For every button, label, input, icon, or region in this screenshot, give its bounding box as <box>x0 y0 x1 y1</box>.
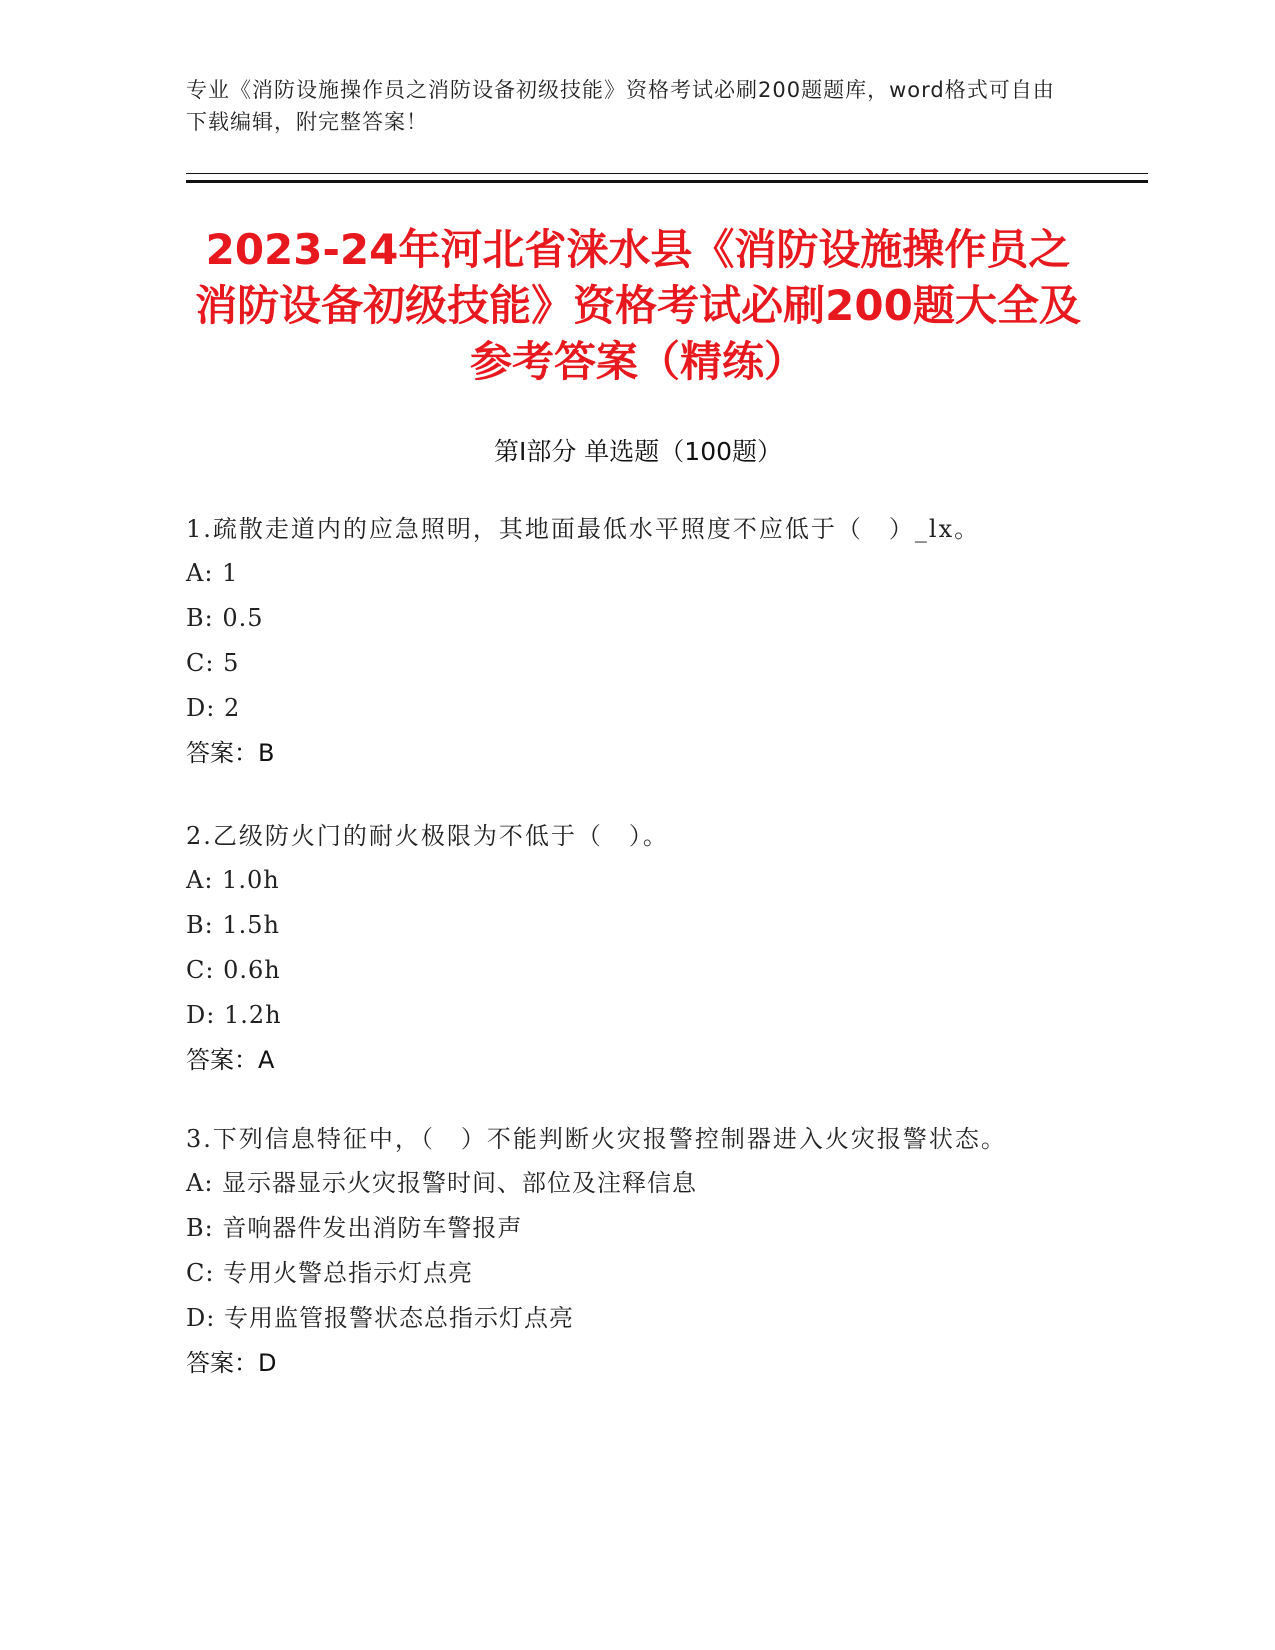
option-c: C: 0.6h <box>186 956 281 984</box>
option-d: D: 2 <box>186 694 241 722</box>
option-b: B: 音响器件发出消防车警报声 <box>186 1214 523 1242</box>
answer: 答案：B <box>186 739 275 767</box>
option-d: D: 专用监管报警状态总指示灯点亮 <box>186 1304 574 1332</box>
option-c: C: 专用火警总指示灯点亮 <box>186 1259 474 1287</box>
option-d: D: 1.2h <box>186 1001 282 1029</box>
question-text: 1.疏散走道内的应急照明，其地面最低水平照度不应低于（ ）_lx。 <box>186 515 981 543</box>
answer: 答案：A <box>186 1046 275 1074</box>
option-a: A: 1.0h <box>186 866 280 894</box>
header-note: 专业《消防设施操作员之消防设备初级技能》资格考试必刷200题题库，word格式可自由下载编辑，附完整答案！ <box>186 78 1055 134</box>
header-divider-thin <box>186 173 1148 174</box>
option-b: B: 1.5h <box>186 911 280 939</box>
question-text: 3.下列信息特征中，（ ）不能判断火灾报警控制器进入火灾报警状态。 <box>186 1125 1007 1153</box>
option-a: A: 1 <box>186 559 239 587</box>
option-b: B: 0.5 <box>186 604 264 632</box>
question-3 <box>186 1117 1066 1386</box>
option-c: C: 5 <box>186 649 240 677</box>
question-2 <box>186 814 1066 1083</box>
answer: 答案：D <box>186 1349 277 1377</box>
header-divider-thick <box>186 180 1148 183</box>
question-1 <box>186 507 1066 776</box>
document-title: 2023-24年河北省涞水县《消防设施操作员之消防设备初级技能》资格考试必刷200题大全及参考答案（精练） <box>195 225 1081 386</box>
question-text: 2.乙级防火门的耐火极限为不低于（ ）。 <box>186 822 669 850</box>
section-heading: 第Ⅰ部分 单选题（100题） <box>493 437 783 466</box>
option-a: A: 显示器显示火灾报警时间、部位及注释信息 <box>186 1169 698 1197</box>
